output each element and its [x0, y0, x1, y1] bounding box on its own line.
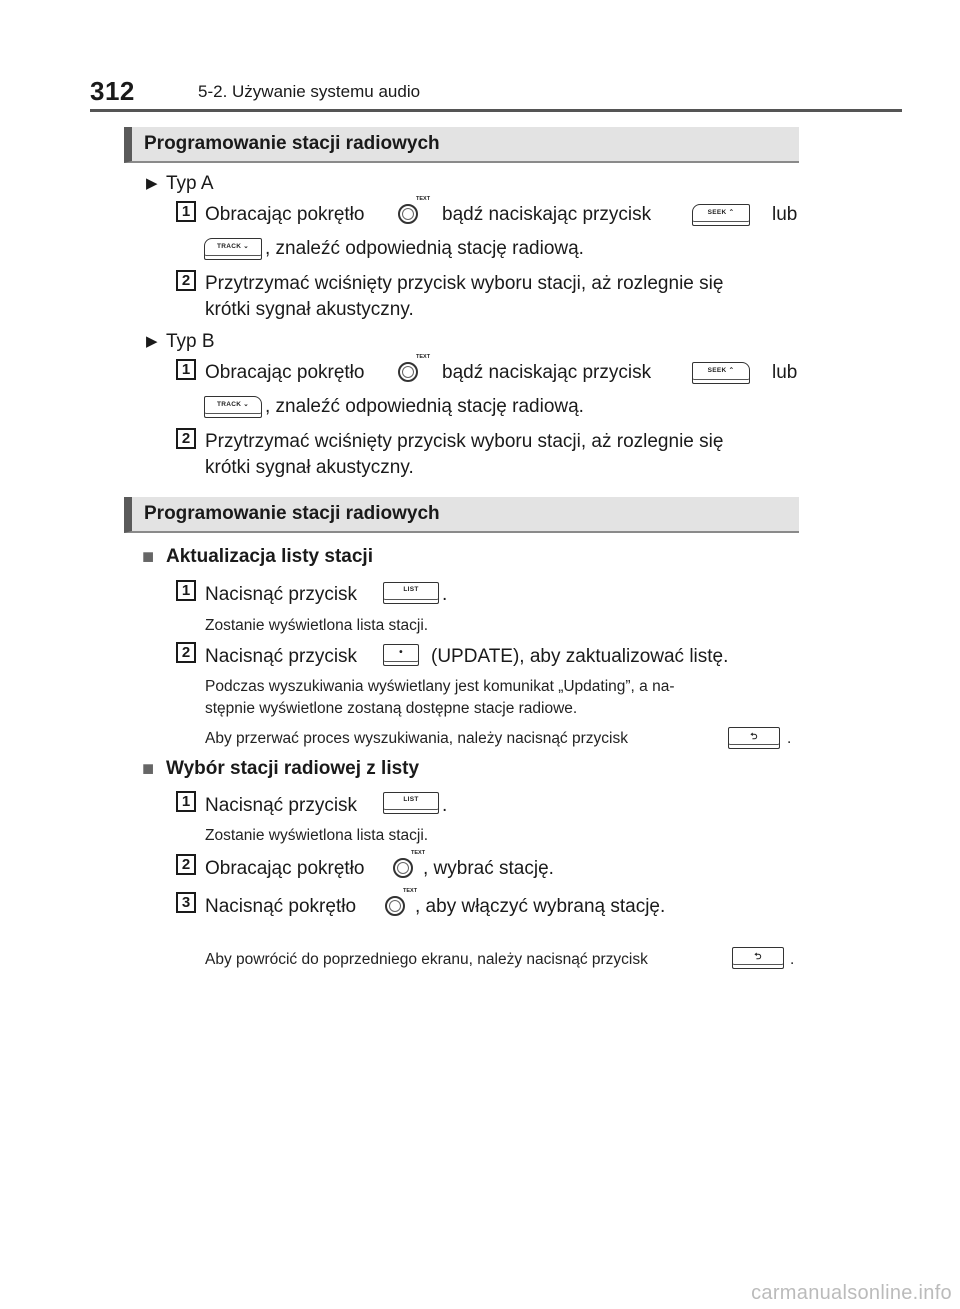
section-title: Programowanie stacji radiowych: [144, 503, 440, 524]
track-button-icon: TRACK ⌄: [204, 396, 262, 418]
back-button-icon: ⮌: [732, 947, 784, 969]
step-note: Zostanie wyświetlona lista stacji.: [205, 827, 429, 844]
step-note: Zostanie wyświetlona lista stacji.: [205, 617, 429, 634]
page-number: 312: [90, 76, 135, 106]
tune-knob-icon: TEXT: [393, 856, 415, 878]
step-number: 1: [176, 791, 196, 812]
step-text: Nacisnąć przycisk: [205, 584, 358, 605]
watermark: carmanualsonline.info: [751, 1282, 952, 1304]
step-text: , wybrać stację.: [423, 858, 554, 879]
step-text: Nacisnąć pokrętło: [205, 896, 357, 917]
seek-button-icon: SEEK ⌃: [692, 362, 750, 384]
step-text: Obracając pokrętło: [205, 362, 365, 383]
step-text: .: [442, 584, 448, 605]
header-rule: [90, 109, 902, 112]
step-number: 1: [176, 580, 196, 601]
subsection-title: Wybór stacji radiowej z listy: [166, 758, 420, 779]
step-note: .: [787, 730, 792, 747]
step-number: 3: [176, 892, 196, 913]
step-text: lub: [772, 362, 798, 383]
step-text: Obracając pokrętło: [205, 204, 365, 225]
step-text: bądź naciskając przycisk: [442, 362, 652, 383]
tune-knob-icon: TEXT: [398, 202, 420, 224]
type-b-label: Typ B: [166, 331, 215, 352]
step-number: 2: [176, 270, 196, 291]
section-heading: [124, 127, 799, 163]
tune-knob-icon: TEXT: [398, 360, 420, 382]
subsection-title: Aktualizacja listy stacji: [166, 546, 373, 567]
step-text: Przytrzymać wciśnięty przycisk wyboru stacji, aż rozlegnie się: [205, 431, 724, 452]
track-button-icon: TRACK ⌄: [204, 238, 262, 260]
step-text: lub: [772, 204, 798, 225]
step-text: (UPDATE), aby zaktualizować listę.: [431, 646, 729, 667]
step-number: 2: [176, 854, 196, 875]
step-note: Podczas wyszukiwania wyświetlany jest komunikat „Updating”, a na-: [205, 678, 675, 695]
step-text: krótki sygnał akustyczny.: [205, 299, 414, 320]
step-text: , aby włączyć wybraną stację.: [415, 896, 666, 917]
list-button-icon: LIST: [383, 792, 439, 814]
triangle-bullet-icon: ▶: [146, 333, 158, 350]
step-note: stępnie wyświetlone zostaną dostępne stacje radiowe.: [205, 700, 578, 717]
step-number: 2: [176, 428, 196, 449]
step-note: Aby przerwać proces wyszukiwania, należy nacisnąć przycisk: [205, 730, 628, 747]
step-text: , znaleźć odpowiednią stację radiową.: [265, 396, 584, 417]
step-text: krótki sygnał akustyczny.: [205, 457, 414, 478]
section-title: Programowanie stacji radiowych: [144, 133, 440, 154]
step-text: Nacisnąć przycisk: [205, 646, 358, 667]
page-header: [90, 78, 902, 110]
square-bullet-icon: ■: [142, 758, 155, 780]
step-text: Obracając pokrętło: [205, 858, 365, 879]
chapter-title: 5-2. Używanie systemu audio: [198, 82, 421, 101]
step-text: bądź naciskając przycisk: [442, 204, 652, 225]
type-a-label: Typ A: [166, 173, 214, 194]
step-text: Nacisnąć przycisk: [205, 795, 358, 816]
step-number: 2: [176, 642, 196, 663]
footer-note: Aby powrócić do poprzedniego ekranu, należy nacisnąć przycisk: [205, 951, 648, 968]
seek-button-icon: SEEK ⌃: [692, 204, 750, 226]
section-heading: [124, 497, 799, 533]
tune-knob-icon: TEXT: [385, 894, 407, 916]
triangle-bullet-icon: ▶: [146, 175, 158, 192]
list-button-icon: LIST: [383, 582, 439, 604]
step-text: Przytrzymać wciśnięty przycisk wyboru stacji, aż rozlegnie się: [205, 273, 724, 294]
step-number: 1: [176, 359, 196, 380]
back-button-icon: ⮌: [728, 727, 780, 749]
step-text: .: [442, 795, 448, 816]
step-number: 1: [176, 201, 196, 222]
dot-button-icon: •: [383, 644, 419, 666]
square-bullet-icon: ■: [142, 546, 155, 568]
footer-note: .: [790, 951, 795, 968]
step-text: , znaleźć odpowiednią stację radiową.: [265, 238, 584, 259]
